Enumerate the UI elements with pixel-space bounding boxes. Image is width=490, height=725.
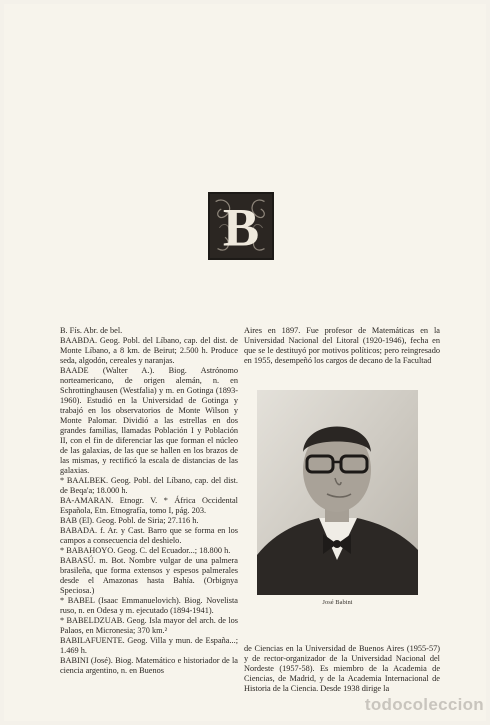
left-column	[60, 326, 238, 676]
entry-babel: * BABEL (Isaac Emmanuelovich). Biog. Novelista ruso, n. en Odesa y m. ejecutado (1894-1941).	[60, 596, 238, 615]
decorative-initial-b	[208, 192, 274, 260]
encyclopedia-page	[4, 4, 486, 721]
svg-text:B: B	[222, 196, 260, 258]
entry-baade: BAADE (Walter A.). Biog. Astrónomo norteamericano, de origen alemán, n. en Schrottinghausen (Westfalia) y m. en Gotinga (1893-1960). Estudió en la Universidad de Gotinga y trabajó en los observatorios de Monte Wilson y Monte Palomar. Dividió a las estrellas en dos grandes familias, llamadas Población I y Población II, con el fin de diferenciar las que forman el núcleo de las galaxias, de las que se hallen en los brazos de las mismas, y rectificó la escala de distancias de las galaxias.	[60, 366, 238, 475]
entry-babeldzuab: * BABELDZUAB. Geog. Isla mayor del arch. de los Palaos, en Micronesia; 370 km.²	[60, 616, 238, 635]
entry-babasu: BABASÚ. m. Bot. Nombre vulgar de una palmera brasileña, que forma extensos y espesos palmerales desde el Amazonas hasta Bahía. (Orbignya Speciosa.)	[60, 556, 238, 595]
right-column-top	[244, 326, 440, 366]
watermark-text: todocoleccion	[364, 695, 484, 714]
entry-babada: BABADA. f. Ar. y Cast. Barro que se forma en los campos a consecuencia del deshielo.	[60, 526, 238, 545]
entry-baabda: BAABDA. Geog. Pobl. del Líbano, cap. del dist. de Monte Líbano, a 8 km. de Beirut; 2.500 h. Produce seda, algodón, cereales y naranjas.	[60, 336, 238, 365]
right-column-bottom	[244, 644, 440, 694]
watermark	[284, 694, 484, 716]
entry-baalbek: * BAALBEK. Geog. Pobl. del Líbano, cap. del dist. de Beqa'a; 18.000 h.	[60, 476, 238, 495]
entry-babini-continued: Aires en 1897. Fue profesor de Matemáticas en la Universidad Nacional del Litoral (1920-1946), fecha en que se le destituyó por motivos políticos; pero reingresado en 1955, desempeñó los cargos de decano de la Facultad	[244, 326, 440, 365]
entry-babini-continued-2: de Ciencias en la Universidad de Buenos Aires (1955-57) y de rector-organizador de la Universidad Nacional del Nordeste (1957-58). Es miembro de la Academia de Ciencias, de Madrid, y de la Academia Internacional de Historia de la Ciencia. Desde 1938 dirige la	[244, 644, 440, 693]
entry-bab: BAB (El). Geog. Pobl. de Siria; 27.116 h.	[60, 516, 199, 525]
entry-babilafuente: BABILAFUENTE. Geog. Villa y mun. de España...; 1.469 h.	[60, 636, 238, 655]
entry-babahoyo: * BABAHOYO. Geog. C. del Ecuador...; 18.800 h.	[60, 546, 231, 555]
portrait-photo	[257, 390, 418, 595]
entry-babini: BABINI (José). Biog. Matemático e historiador de la ciencia argentino, n. en Buenos	[60, 656, 238, 675]
portrait-man-glasses-icon	[257, 390, 418, 595]
ornament-letter-icon	[210, 194, 272, 258]
entry-b: B. Fís. Abr. de bel.	[60, 326, 123, 335]
photo-caption: José Babini	[322, 599, 353, 606]
entry-ba-amaran: BA-AMARAN. Etnogr. V. * África Occidental Española, Etn. Etnografía, tomo I, pág. 203.	[60, 496, 238, 515]
